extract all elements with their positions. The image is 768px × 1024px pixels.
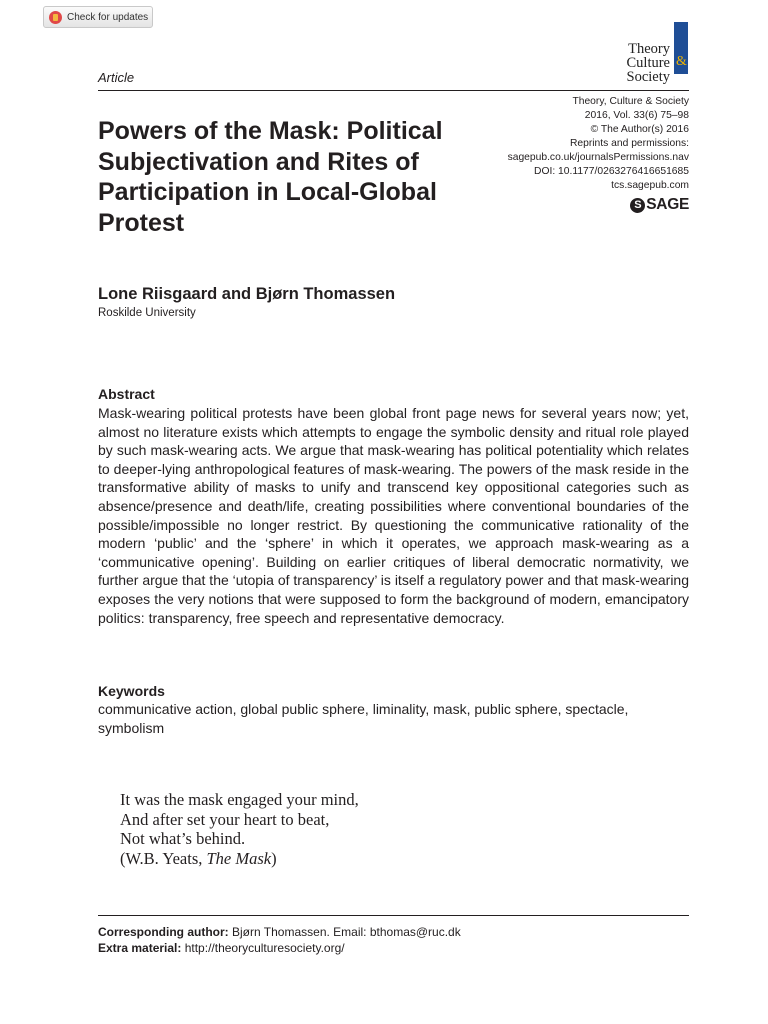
author-names: Lone Riisgaard and Bjørn Thomassen [98, 285, 396, 303]
footnotes [98, 924, 461, 956]
check-for-updates-button[interactable] [43, 6, 153, 28]
author-affiliation: Roskilde University [98, 307, 196, 319]
header-divider [98, 90, 689, 91]
meta-journal: Theory, Culture & Society [572, 96, 689, 107]
epigraph-line: Not what’s behind. [120, 829, 246, 849]
crossmark-icon [49, 11, 62, 24]
abstract-text: Mask-wearing political protests have been global front page news for several years now; yet, almost no literature exists which attempts to engage the symbolic density and ritual role played by such mask-wearing acts. We argue that mask-wearing has political potentiality which relates to deeper-lying anthropological features of mask-wearing. The powers of the mask reside in the transformative ability of masks to unify and transcend key oppositional categories such as absence/presence and death/life, creating possibilities where conventional boundaries of the possible/impossible no longer restrict. By questioning the communicative rationality of the modern ‘public’ and the ‘sphere’ in which it operates, we approach mask-wearing as a ‘communicative opening’. Building on earlier critiques of liberal democratic normativity, we further argue that the ‘utopia of transparency’ is itself a regulatory power and that mask-wearing exposes the very notions that were supposed to form the background of modern, emancipatory politics: transparency, free speech and representative democracy. [98, 405, 689, 626]
sage-wordmark: SAGE [646, 196, 689, 213]
keywords-list: communicative action, global public sphere, liminality, mask, public sphere, spectacle, symbolism [98, 701, 629, 736]
corresponding-label: Corresponding author: [98, 925, 229, 939]
epigraph-line: And after set your heart to beat, [120, 809, 330, 829]
extra-material [98, 940, 461, 956]
article-title: Powers of the Mask: Political Subjectivation and Rites of Participation in Local-Global Protest [98, 117, 443, 237]
meta-reprints: Reprints and permissions: [569, 138, 689, 149]
logo-ampersand: & [676, 54, 687, 69]
extra-label: Extra material: [98, 941, 182, 955]
permissions-link[interactable]: sagepub.co.uk/journalsPermissions.nav [507, 152, 689, 163]
journal-site-link[interactable]: tcs.sagepub.com [611, 180, 689, 191]
logo-line-theory: Theory [628, 41, 670, 57]
logo-wordmark [627, 42, 671, 84]
epigraph [120, 790, 359, 868]
meta-volume: 2016, Vol. 33(6) 75–98 [584, 110, 689, 121]
extra-material-link[interactable]: http://theoryculturesociety.org/ [184, 941, 345, 955]
logo-line-culture: Culture [626, 55, 670, 71]
attribution-suffix: ) [271, 848, 277, 868]
logo-line-society: Society [626, 69, 670, 85]
sage-s-icon: S [630, 198, 645, 213]
doi-link[interactable]: DOI: 10.1177/0263276416651685 [534, 166, 689, 177]
attribution-prefix: (W.B. Yeats, [120, 848, 207, 868]
corresponding-author [98, 924, 461, 940]
journal-logo [580, 22, 690, 86]
sage-logo [630, 196, 689, 214]
publication-meta [508, 95, 689, 193]
meta-copyright: © The Author(s) 2016 [590, 124, 689, 135]
epigraph-line: It was the mask engaged your mind, [120, 790, 359, 809]
corresponding-text: Bjørn Thomassen. Email: [228, 925, 370, 939]
article-type: Article [98, 70, 135, 85]
epigraph-attribution [120, 849, 359, 869]
attribution-work: The Mask [206, 848, 272, 868]
footnote-divider [98, 915, 689, 916]
abstract-heading: Abstract [98, 386, 155, 402]
check-for-updates-label: Check for updates [67, 11, 149, 23]
keywords-heading: Keywords [98, 683, 165, 699]
email-link[interactable]: bthomas@ruc.dk [369, 925, 461, 939]
